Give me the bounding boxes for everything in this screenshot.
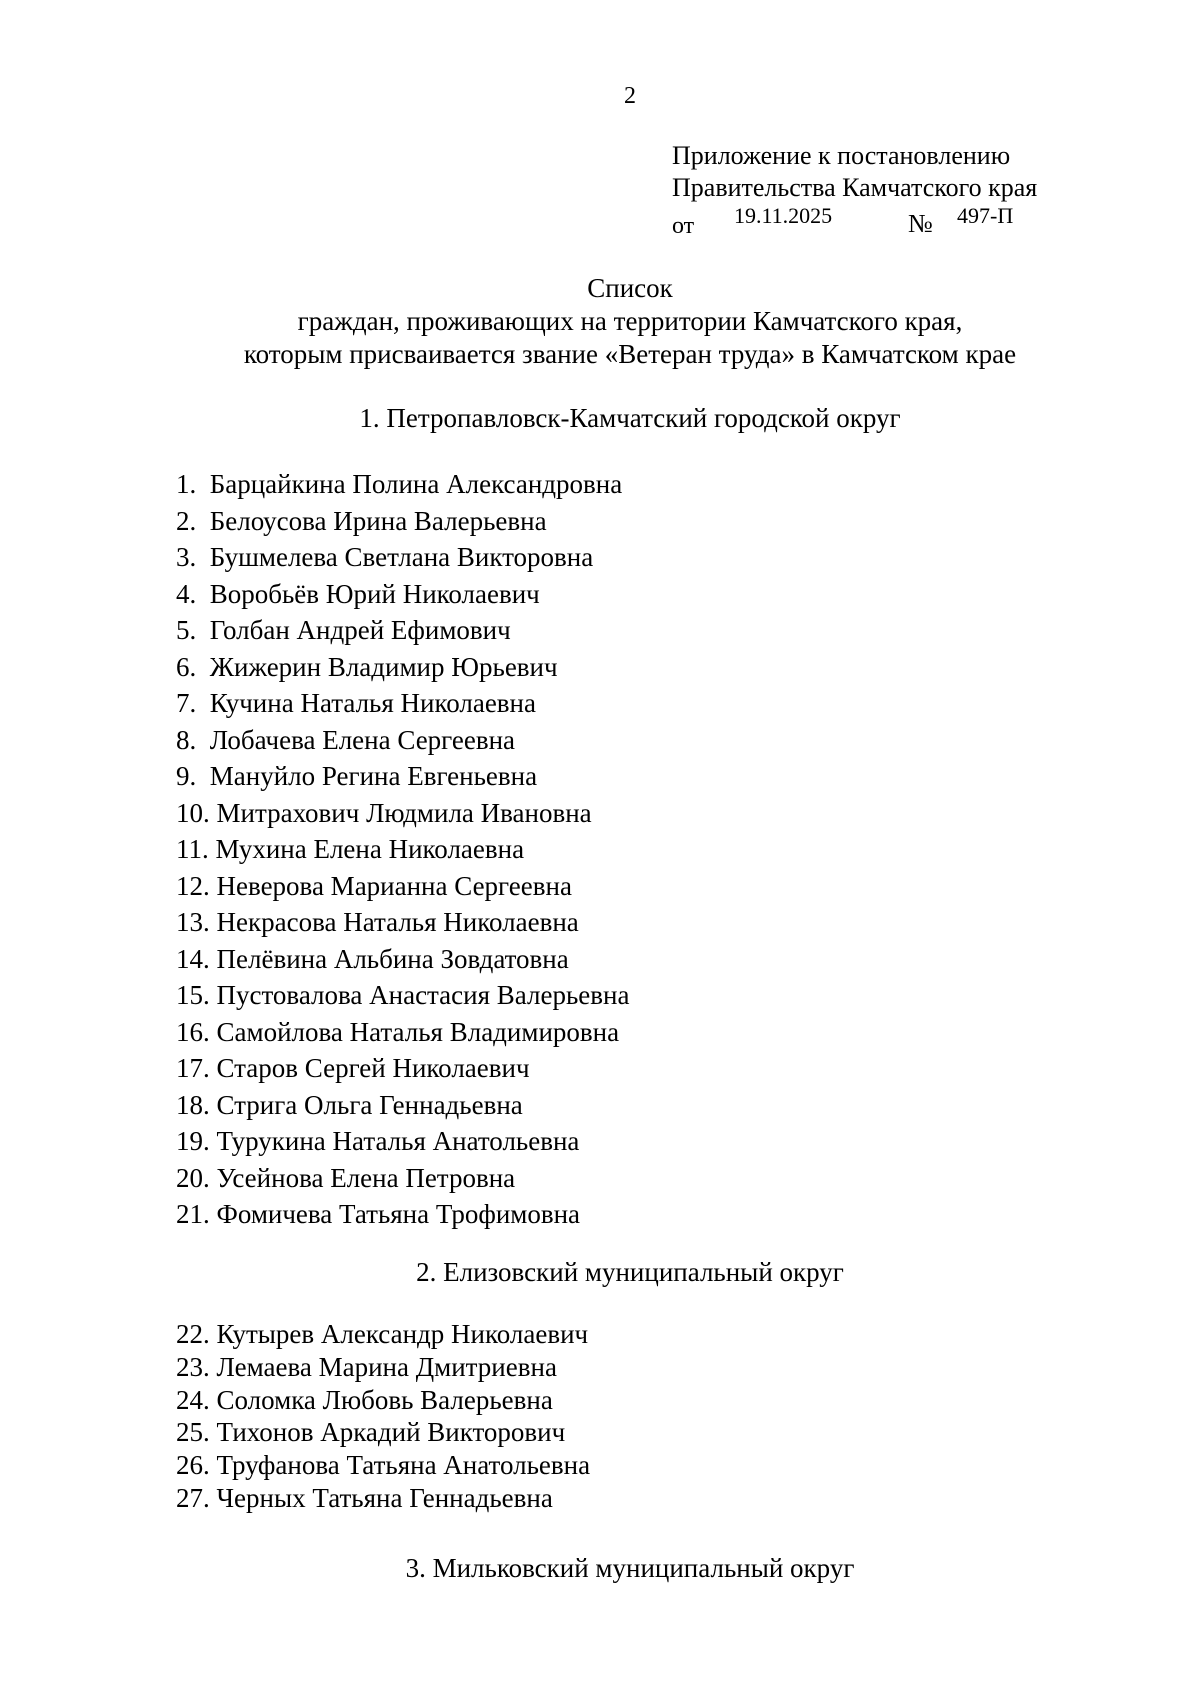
person-name: Труфанова Татьяна Анатольевна — [216, 1450, 591, 1481]
appendix-date: 19.11.2025 — [734, 203, 833, 228]
item-number: 16. — [176, 1016, 210, 1047]
list-item — [176, 758, 629, 795]
list-item — [176, 1050, 629, 1087]
list-item — [176, 466, 629, 503]
person-name: Жижерин Владимир Юрьевич — [209, 651, 558, 682]
list-item — [176, 1384, 590, 1417]
item-number: 19. — [176, 1126, 210, 1156]
list-item — [176, 576, 629, 613]
list-item — [176, 1123, 629, 1160]
page-number: 2 — [624, 83, 636, 109]
person-name: Неверова Марианна Сергеевна — [216, 870, 572, 901]
item-number: 2. — [176, 505, 197, 536]
item-number: 1. — [176, 469, 197, 499]
item-number: 22. — [176, 1319, 210, 1349]
person-name: Фомичева Татьяна Трофимовна — [216, 1199, 581, 1229]
item-number: 13. — [176, 907, 210, 937]
appendix-number-sign: № — [908, 209, 933, 238]
section-2-list — [176, 1318, 590, 1515]
section-heading-3: 3. Мильковский муниципальный округ — [405, 1553, 855, 1583]
person-name: Пустовалова Анастасия Валерьевна — [216, 980, 630, 1010]
appendix-number: 497-П — [957, 203, 1014, 228]
item-number: 14. — [176, 943, 210, 974]
list-item — [176, 1087, 629, 1124]
title-line-2: граждан, проживающих на территории Камчатского края, — [297, 306, 963, 336]
item-number: 5. — [176, 615, 197, 645]
list-item — [176, 795, 629, 832]
person-name: Стрига Ольга Геннадьевна — [216, 1089, 523, 1120]
section-heading-2: 2. Елизовский муниципальный округ — [416, 1257, 844, 1287]
person-name: Белоусова Ирина Валерьевна — [209, 505, 547, 536]
item-number: 23. — [176, 1351, 210, 1382]
list-item — [176, 1318, 590, 1351]
list-item — [176, 1160, 629, 1197]
person-name: Самойлова Наталья Владимировна — [216, 1016, 620, 1047]
person-name: Старов Сергей Николаевич — [216, 1053, 530, 1083]
item-number: 26. — [176, 1450, 210, 1481]
section-heading-1: 1. Петропавловск-Камчатский городской округ — [359, 403, 901, 433]
person-name: Некрасова Наталья Николаевна — [216, 907, 579, 937]
list-item — [176, 1449, 590, 1482]
document-title — [0, 272, 1200, 371]
list-item — [176, 1416, 590, 1449]
person-name: Воробьёв Юрий Николаевич — [209, 578, 540, 609]
item-number: 6. — [176, 651, 197, 682]
person-name: Тихонов Аркадий Викторович — [216, 1417, 566, 1448]
list-item — [176, 612, 629, 649]
person-name: Кучина Наталья Николаевна — [209, 688, 536, 718]
item-number: 25. — [176, 1417, 210, 1448]
list-item — [176, 977, 629, 1014]
item-number: 21. — [176, 1199, 210, 1229]
person-name: Усейнова Елена Петровна — [216, 1162, 516, 1193]
list-item — [176, 941, 629, 978]
item-number: 12. — [176, 870, 210, 901]
person-name: Кутырев Александр Николаевич — [216, 1319, 589, 1349]
person-name: Черных Татьяна Геннадьевна — [216, 1482, 553, 1513]
item-number: 10. — [176, 797, 210, 828]
item-number: 9. — [176, 761, 197, 791]
section-1-list — [176, 466, 629, 1233]
list-item — [176, 722, 629, 759]
item-number: 20. — [176, 1162, 210, 1193]
list-item — [176, 1196, 629, 1233]
title-line-1: Список — [587, 273, 673, 303]
person-name: Митрахович Людмила Ивановна — [216, 797, 592, 828]
title-line-3: которым присваивается звание «Ветеран труда» в Камчатском крае — [243, 339, 1017, 369]
appendix-block — [672, 140, 1037, 238]
list-item — [176, 685, 629, 722]
person-name: Мухина Елена Николаевна — [215, 834, 525, 864]
appendix-line-1: Приложение к постановлению — [672, 141, 1011, 170]
person-name: Лобачева Елена Сергеевна — [209, 724, 516, 755]
list-item — [176, 649, 629, 686]
person-name: Лемаева Марина Дмитриевна — [216, 1351, 557, 1382]
item-number: 7. — [176, 688, 197, 718]
item-number: 27. — [176, 1482, 210, 1513]
item-number: 8. — [176, 724, 197, 755]
list-item — [176, 868, 629, 905]
person-name: Мануйло Регина Евгеньевна — [209, 761, 538, 791]
person-name: Барцайкина Полина Александровна — [209, 469, 623, 499]
item-number: 15. — [176, 980, 210, 1010]
person-name: Бушмелева Светлана Викторовна — [209, 542, 594, 572]
appendix-from-label: от — [672, 213, 695, 239]
list-item — [176, 1351, 590, 1384]
list-item — [176, 1482, 590, 1515]
item-number: 11. — [176, 834, 209, 864]
item-number: 3. — [176, 542, 197, 572]
appendix-line-2: Правительства Камчатского края — [672, 173, 1038, 202]
person-name: Пелёвина Альбина Зовдатовна — [216, 943, 569, 974]
item-number: 4. — [176, 578, 197, 609]
list-item — [176, 831, 629, 868]
person-name: Соломка Любовь Валерьевна — [216, 1384, 553, 1415]
appendix-reference — [672, 204, 1037, 238]
list-item — [176, 904, 629, 941]
item-number: 17. — [176, 1053, 210, 1083]
list-item — [176, 1014, 629, 1051]
list-item — [176, 503, 629, 540]
item-number: 24. — [176, 1384, 210, 1415]
item-number: 18. — [176, 1089, 210, 1120]
list-item — [176, 539, 629, 576]
person-name: Турукина Наталья Анатольевна — [216, 1126, 580, 1156]
person-name: Голбан Андрей Ефимович — [209, 615, 511, 645]
